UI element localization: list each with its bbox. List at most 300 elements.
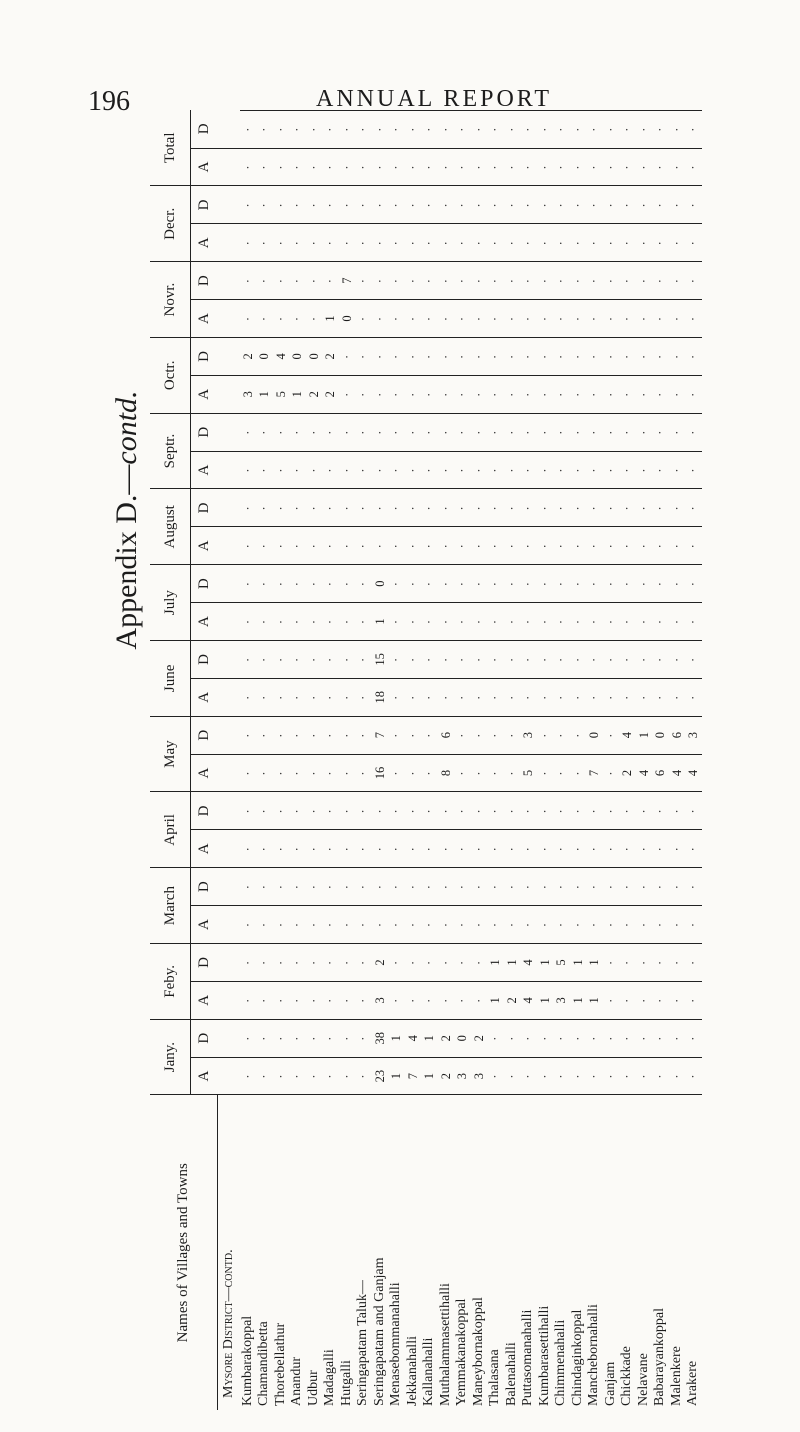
value-cell: ·	[388, 716, 405, 754]
value-cell: ·	[405, 413, 422, 451]
value-cell: ·	[619, 944, 636, 982]
value-cell: ·	[471, 792, 488, 830]
village-name: Kumbarakoppal	[239, 1315, 255, 1406]
value-cell: ·	[355, 262, 372, 300]
value-cell: 15	[372, 640, 389, 678]
value-cell: ·	[669, 906, 686, 944]
value-cell: ·	[405, 224, 422, 262]
value-cell: ·	[273, 944, 290, 982]
value-cell: 2	[438, 1019, 455, 1057]
value-cell: ·	[603, 527, 620, 565]
value-cell: ·	[355, 224, 372, 262]
value-cell: ·	[603, 981, 620, 1019]
month-header: June	[150, 640, 191, 716]
value-cell: ·	[685, 527, 702, 565]
value-cell: ·	[669, 678, 686, 716]
value-cell: ·	[339, 110, 356, 148]
value-cell: ·	[289, 792, 306, 830]
table-row	[553, 110, 570, 1410]
names-header: Names of Villages and Towns	[150, 1095, 217, 1410]
value-cell: ·	[421, 754, 438, 792]
value-cell: 38	[372, 1019, 389, 1057]
value-cell: ·	[454, 868, 471, 906]
value-cell: ·	[520, 186, 537, 224]
value-cell: ·	[289, 830, 306, 868]
value-cell: ·	[586, 413, 603, 451]
month-header: July	[150, 565, 191, 641]
value-cell: ·	[289, 148, 306, 186]
value-cell: ·	[256, 1057, 273, 1095]
value-cell: ·	[454, 678, 471, 716]
value-cell: ·	[454, 451, 471, 489]
value-cell: ·	[355, 906, 372, 944]
value-cell: ·	[306, 186, 323, 224]
value-cell: ·	[421, 224, 438, 262]
value-cell: ·	[355, 868, 372, 906]
table-row	[405, 110, 422, 1410]
value-cell: 2	[322, 375, 339, 413]
value-cell: ·	[471, 375, 488, 413]
value-cell: ·	[438, 224, 455, 262]
value-cell: ·	[355, 110, 372, 148]
value-cell: ·	[619, 792, 636, 830]
value-cell: ·	[636, 1019, 653, 1057]
col-a-header: A	[191, 678, 218, 716]
value-cell: ·	[289, 110, 306, 148]
value-cell: ·	[306, 110, 323, 148]
value-cell: ·	[322, 981, 339, 1019]
value-cell: ·	[652, 110, 669, 148]
value-cell: ·	[669, 337, 686, 375]
value-cell: ·	[256, 640, 273, 678]
rotated-table-wrap	[150, 110, 770, 1410]
value-cell: ·	[289, 981, 306, 1019]
value-cell: ·	[669, 186, 686, 224]
value-cell: ·	[421, 489, 438, 527]
value-cell: ·	[652, 603, 669, 641]
value-cell: ·	[355, 792, 372, 830]
value-cell: 3	[471, 1057, 488, 1095]
value-cell: 4	[273, 337, 290, 375]
month-header: March	[150, 868, 191, 944]
value-cell: 1	[586, 944, 603, 982]
value-cell: ·	[355, 981, 372, 1019]
value-cell: ·	[322, 110, 339, 148]
value-cell: ·	[438, 640, 455, 678]
value-cell: ·	[652, 186, 669, 224]
value-cell: ·	[652, 224, 669, 262]
value-cell: ·	[240, 830, 257, 868]
value-cell: ·	[421, 792, 438, 830]
value-cell: ·	[487, 792, 504, 830]
col-d-header: D	[191, 413, 218, 451]
value-cell: ·	[471, 489, 488, 527]
value-cell: ·	[355, 640, 372, 678]
empty-cell	[217, 678, 240, 716]
value-cell: ·	[421, 148, 438, 186]
value-cell: ·	[289, 565, 306, 603]
value-cell: ·	[586, 527, 603, 565]
value-cell: ·	[537, 413, 554, 451]
value-cell: ·	[306, 792, 323, 830]
value-cell: ·	[487, 527, 504, 565]
month-header: August	[150, 489, 191, 565]
value-cell: ·	[240, 262, 257, 300]
value-cell: ·	[586, 186, 603, 224]
value-cell: ·	[306, 148, 323, 186]
value-cell: ·	[454, 640, 471, 678]
value-cell: ·	[273, 224, 290, 262]
value-cell: ·	[570, 868, 587, 906]
value-cell: ·	[669, 1019, 686, 1057]
value-cell: ·	[570, 375, 587, 413]
value-cell: ·	[520, 375, 537, 413]
value-cell: 1	[289, 375, 306, 413]
value-cell: ·	[652, 565, 669, 603]
value-cell: ·	[504, 906, 521, 944]
village-name: Chindaginkoppal	[569, 1309, 585, 1406]
value-cell: ·	[487, 110, 504, 148]
value-cell: 0	[256, 337, 273, 375]
value-cell: ·	[520, 640, 537, 678]
value-cell: ·	[471, 565, 488, 603]
value-cell: ·	[520, 337, 537, 375]
empty-cell	[217, 868, 240, 906]
value-cell: 7	[405, 1057, 422, 1095]
value-cell: ·	[355, 716, 372, 754]
value-cell: ·	[669, 944, 686, 982]
village-name: Manchebornahalli	[586, 1304, 601, 1406]
value-cell: ·	[421, 603, 438, 641]
table-row	[306, 110, 323, 1410]
value-cell: ·	[685, 906, 702, 944]
value-cell: ·	[339, 224, 356, 262]
value-cell: ·	[355, 1019, 372, 1057]
table-row	[339, 110, 356, 1410]
value-cell: ·	[685, 678, 702, 716]
value-cell: ·	[240, 413, 257, 451]
month-header: Decr.	[150, 186, 191, 262]
value-cell: ·	[240, 1057, 257, 1095]
value-cell: ·	[306, 830, 323, 868]
value-cell: ·	[553, 1057, 570, 1095]
returns-table	[150, 110, 702, 1410]
value-cell: ·	[487, 716, 504, 754]
value-cell: ·	[504, 262, 521, 300]
value-cell: ·	[685, 262, 702, 300]
table-row	[289, 110, 306, 1410]
value-cell: ·	[454, 830, 471, 868]
value-cell: ·	[471, 754, 488, 792]
value-cell: ·	[570, 224, 587, 262]
value-cell: ·	[471, 868, 488, 906]
value-cell: 4	[669, 754, 686, 792]
village-name: Chimmenahalli	[553, 1319, 568, 1406]
village-name: Maneybornakoppal	[470, 1297, 486, 1406]
value-cell: 0	[289, 337, 306, 375]
value-cell: ·	[636, 944, 653, 982]
value-cell: ·	[339, 678, 356, 716]
value-cell: ·	[322, 640, 339, 678]
village-name: Chamandibetta	[256, 1321, 271, 1406]
value-cell: ·	[586, 868, 603, 906]
value-cell: ·	[669, 224, 686, 262]
value-cell: ·	[405, 868, 422, 906]
value-cell: ·	[619, 603, 636, 641]
value-cell: ·	[339, 1057, 356, 1095]
col-a-header: A	[191, 906, 218, 944]
value-cell: ·	[454, 186, 471, 224]
value-cell: ·	[586, 1019, 603, 1057]
value-cell: ·	[438, 262, 455, 300]
value-cell: 3	[520, 716, 537, 754]
value-cell: ·	[603, 565, 620, 603]
col-a-header: A	[191, 375, 218, 413]
value-cell: ·	[388, 981, 405, 1019]
month-header: Septr.	[150, 413, 191, 489]
col-a-header: A	[191, 981, 218, 1019]
value-cell: ·	[570, 565, 587, 603]
value-cell: ·	[603, 678, 620, 716]
value-cell: ·	[355, 148, 372, 186]
value-cell: ·	[339, 489, 356, 527]
value-cell: ·	[603, 1019, 620, 1057]
value-cell: ·	[520, 678, 537, 716]
value-cell: ·	[355, 489, 372, 527]
value-cell: ·	[322, 148, 339, 186]
value-cell: ·	[570, 451, 587, 489]
value-cell: ·	[619, 489, 636, 527]
value-cell: ·	[669, 640, 686, 678]
value-cell: ·	[685, 565, 702, 603]
value-cell: ·	[603, 868, 620, 906]
table-row	[372, 110, 389, 1410]
value-cell: ·	[669, 981, 686, 1019]
value-cell: ·	[636, 489, 653, 527]
value-cell: 4	[685, 754, 702, 792]
value-cell: ·	[273, 110, 290, 148]
value-cell: ·	[240, 186, 257, 224]
value-cell: ·	[619, 1057, 636, 1095]
value-cell: ·	[504, 1019, 521, 1057]
value-cell: ·	[454, 906, 471, 944]
value-cell: ·	[355, 186, 372, 224]
col-a-header: A	[191, 300, 218, 338]
value-cell: ·	[570, 1057, 587, 1095]
value-cell: ·	[306, 300, 323, 338]
value-cell: ·	[537, 262, 554, 300]
value-cell: ·	[438, 678, 455, 716]
value-cell: ·	[520, 868, 537, 906]
value-cell: ·	[273, 262, 290, 300]
value-cell: ·	[685, 1019, 702, 1057]
value-cell: ·	[537, 489, 554, 527]
value-cell: ·	[603, 489, 620, 527]
appendix-main: Appendix D.—	[110, 464, 143, 650]
value-cell: ·	[487, 489, 504, 527]
value-cell: ·	[504, 830, 521, 868]
value-cell: ·	[388, 792, 405, 830]
value-cell: ·	[537, 640, 554, 678]
table-row	[421, 110, 438, 1410]
empty-cell	[217, 527, 240, 565]
appendix-contd: contd.	[110, 390, 143, 465]
value-cell: ·	[322, 527, 339, 565]
value-cell: ·	[256, 754, 273, 792]
value-cell: ·	[586, 830, 603, 868]
value-cell: ·	[619, 375, 636, 413]
value-cell: ·	[669, 868, 686, 906]
value-cell: ·	[504, 754, 521, 792]
value-cell: ·	[240, 640, 257, 678]
value-cell: ·	[537, 148, 554, 186]
value-cell: ·	[454, 792, 471, 830]
value-cell: ·	[322, 451, 339, 489]
value-cell: ·	[289, 754, 306, 792]
value-cell: ·	[669, 830, 686, 868]
value-cell: ·	[438, 300, 455, 338]
village-name: Seringapatam Taluk—	[355, 1280, 370, 1406]
value-cell: ·	[355, 527, 372, 565]
value-cell: ·	[339, 375, 356, 413]
value-cell: ·	[289, 1019, 306, 1057]
value-cell: ·	[454, 110, 471, 148]
value-cell: ·	[372, 792, 389, 830]
value-cell: ·	[619, 451, 636, 489]
col-a-header: A	[191, 830, 218, 868]
value-cell: ·	[289, 300, 306, 338]
value-cell: ·	[537, 186, 554, 224]
value-cell: ·	[685, 110, 702, 148]
value-cell: 1	[636, 716, 653, 754]
value-cell: ·	[405, 375, 422, 413]
value-cell: ·	[454, 413, 471, 451]
value-cell: ·	[586, 678, 603, 716]
value-cell: ·	[339, 906, 356, 944]
value-cell: ·	[487, 906, 504, 944]
value-cell: ·	[619, 186, 636, 224]
value-cell: ·	[388, 186, 405, 224]
table-row	[603, 110, 620, 1410]
value-cell: ·	[553, 1019, 570, 1057]
value-cell: ·	[438, 868, 455, 906]
value-cell: ·	[256, 186, 273, 224]
value-cell: ·	[553, 110, 570, 148]
value-cell: ·	[273, 678, 290, 716]
value-cell: ·	[685, 830, 702, 868]
value-cell: ·	[520, 1019, 537, 1057]
value-cell: ·	[504, 224, 521, 262]
empty-cell	[217, 224, 240, 262]
value-cell: ·	[586, 565, 603, 603]
value-cell: 2	[504, 981, 521, 1019]
value-cell: ·	[289, 224, 306, 262]
value-cell: ·	[570, 792, 587, 830]
value-cell: ·	[553, 224, 570, 262]
value-cell: 1	[322, 300, 339, 338]
empty-cell	[217, 830, 240, 868]
value-cell: ·	[322, 603, 339, 641]
value-cell: ·	[652, 868, 669, 906]
value-cell: ·	[322, 868, 339, 906]
value-cell: 7	[339, 262, 356, 300]
value-cell: ·	[438, 337, 455, 375]
value-cell: ·	[372, 337, 389, 375]
value-cell: ·	[256, 830, 273, 868]
value-cell: ·	[619, 678, 636, 716]
value-cell: 1	[537, 981, 554, 1019]
value-cell: ·	[652, 489, 669, 527]
value-cell: ·	[537, 754, 554, 792]
value-cell: ·	[388, 678, 405, 716]
village-name: Arakere	[685, 1360, 700, 1406]
value-cell: ·	[504, 603, 521, 641]
value-cell: ·	[619, 262, 636, 300]
value-cell: ·	[372, 830, 389, 868]
value-cell: ·	[487, 300, 504, 338]
value-cell: ·	[273, 1057, 290, 1095]
value-cell: ·	[504, 489, 521, 527]
value-cell: ·	[487, 1057, 504, 1095]
value-cell: ·	[438, 186, 455, 224]
value-cell: 1	[504, 944, 521, 982]
value-cell: ·	[405, 906, 422, 944]
value-cell: ·	[306, 906, 323, 944]
value-cell: ·	[289, 489, 306, 527]
value-cell: ·	[603, 262, 620, 300]
value-cell: ·	[256, 110, 273, 148]
value-cell: ·	[240, 451, 257, 489]
value-cell: ·	[405, 527, 422, 565]
value-cell: ·	[256, 944, 273, 982]
value-cell: ·	[289, 640, 306, 678]
value-cell: ·	[570, 337, 587, 375]
value-cell: ·	[273, 413, 290, 451]
value-cell: ·	[372, 868, 389, 906]
value-cell: ·	[685, 981, 702, 1019]
value-cell: ·	[388, 337, 405, 375]
value-cell: ·	[306, 224, 323, 262]
value-cell: ·	[438, 830, 455, 868]
value-cell: 0	[454, 1019, 471, 1057]
value-cell: 1	[487, 944, 504, 982]
table-row	[636, 110, 653, 1410]
value-cell: ·	[256, 981, 273, 1019]
value-cell: ·	[322, 678, 339, 716]
value-cell: ·	[339, 565, 356, 603]
value-cell: ·	[438, 944, 455, 982]
value-cell: ·	[471, 262, 488, 300]
value-cell: ·	[471, 944, 488, 982]
value-cell: ·	[273, 716, 290, 754]
value-cell: ·	[685, 186, 702, 224]
value-cell: ·	[454, 565, 471, 603]
value-cell: ·	[487, 451, 504, 489]
value-cell: ·	[619, 1019, 636, 1057]
village-name: Hutgalli	[338, 1360, 354, 1406]
value-cell: ·	[586, 603, 603, 641]
value-cell: ·	[454, 148, 471, 186]
empty-cell	[217, 906, 240, 944]
rotated-table	[150, 110, 770, 1410]
value-cell: ·	[570, 830, 587, 868]
value-cell: ·	[240, 678, 257, 716]
value-cell: ·	[537, 906, 554, 944]
empty-cell	[217, 300, 240, 338]
value-cell: ·	[636, 527, 653, 565]
value-cell: ·	[322, 792, 339, 830]
value-cell: ·	[537, 337, 554, 375]
